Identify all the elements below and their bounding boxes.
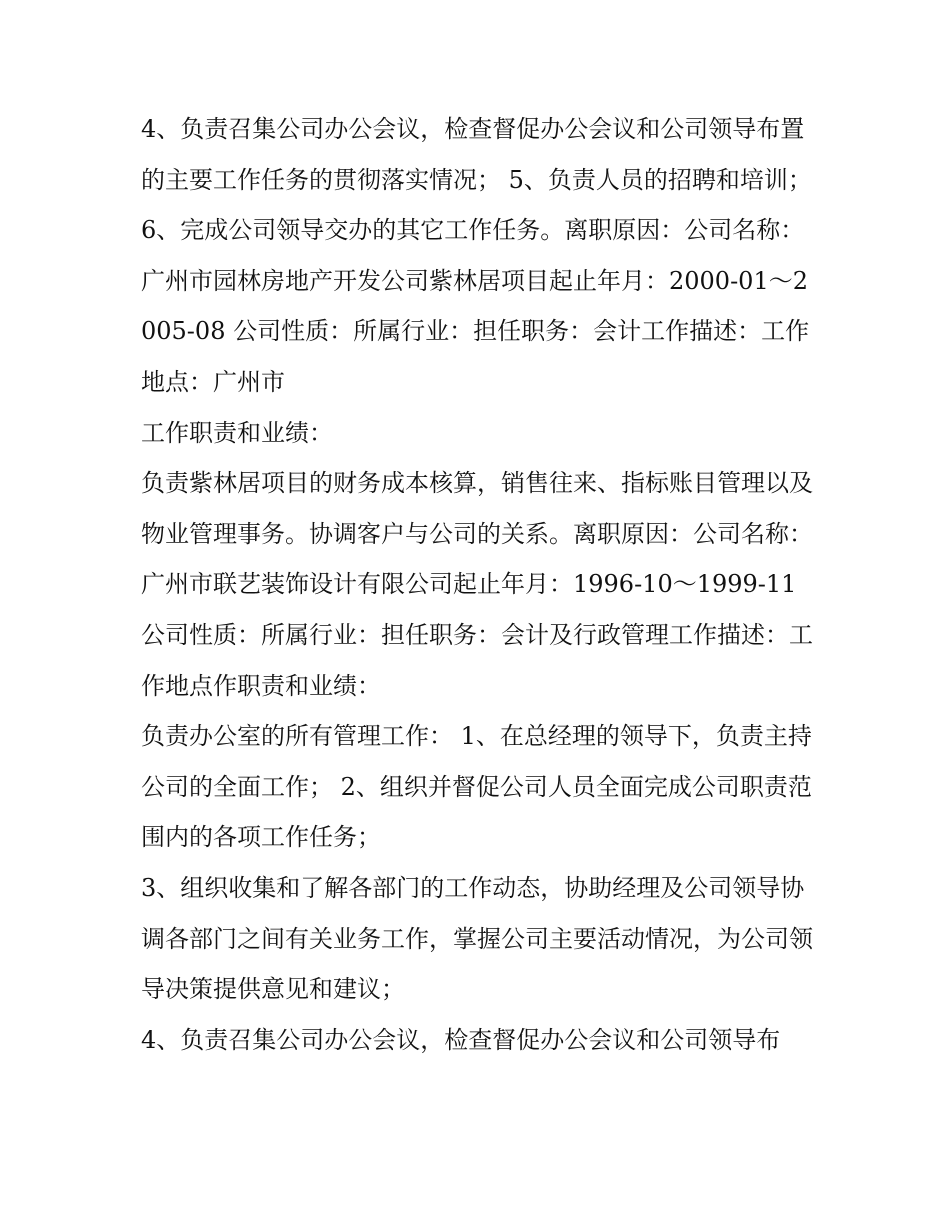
paragraph-job-lianyi: 负责紫林居项目的财务成本核算，销售往来、指标账目管理以及物业管理事务。协调客户与公司的关系。离职原因：公司名称：广州市联艺装饰设计有限公司起止年月：1996-10～1999-11 公司性质：所属行业：担任职务：会计及行政管理工作描述：工作地点作职责和业绩： (141, 469, 813, 700)
paragraph-job-yuanlin: 6、完成公司领导交办的其它工作任务。离职原因：公司名称：广州市园林房地产开发公司紫林居项目起止年月：2000-01～2005-08 公司性质：所属行业：担任职务：会计工作描述：工作地点：广州市 (141, 216, 810, 396)
paragraph-duties-4-5: 4、负责召集公司办公会议，检查督促办公会议和公司领导布置的主要工作任务的贯彻落实情况； 5、负责人员的招聘和培训； (141, 115, 812, 194)
paragraph-office-duties-1-2: 负责办公室的所有管理工作： 1、在总经理的领导下，负责主持公司的全面工作； 2、组织并督促公司人员全面完成公司职责范围内的各项工作任务； (141, 722, 812, 852)
paragraph-office-duties-4: 4、负责召集公司办公会议，检查督促办公会议和公司领导布 (141, 1025, 781, 1054)
document-body (141, 104, 821, 1065)
paragraph-office-duties-3: 3、组织收集和了解各部门的工作动态，协助经理及公司领导协调各部门之间有关业务工作，掌握公司主要活动情况，为公司领导决策提供意见和建议； (141, 873, 813, 1004)
paragraph-heading-responsibilities: 工作职责和业绩： (141, 418, 333, 447)
